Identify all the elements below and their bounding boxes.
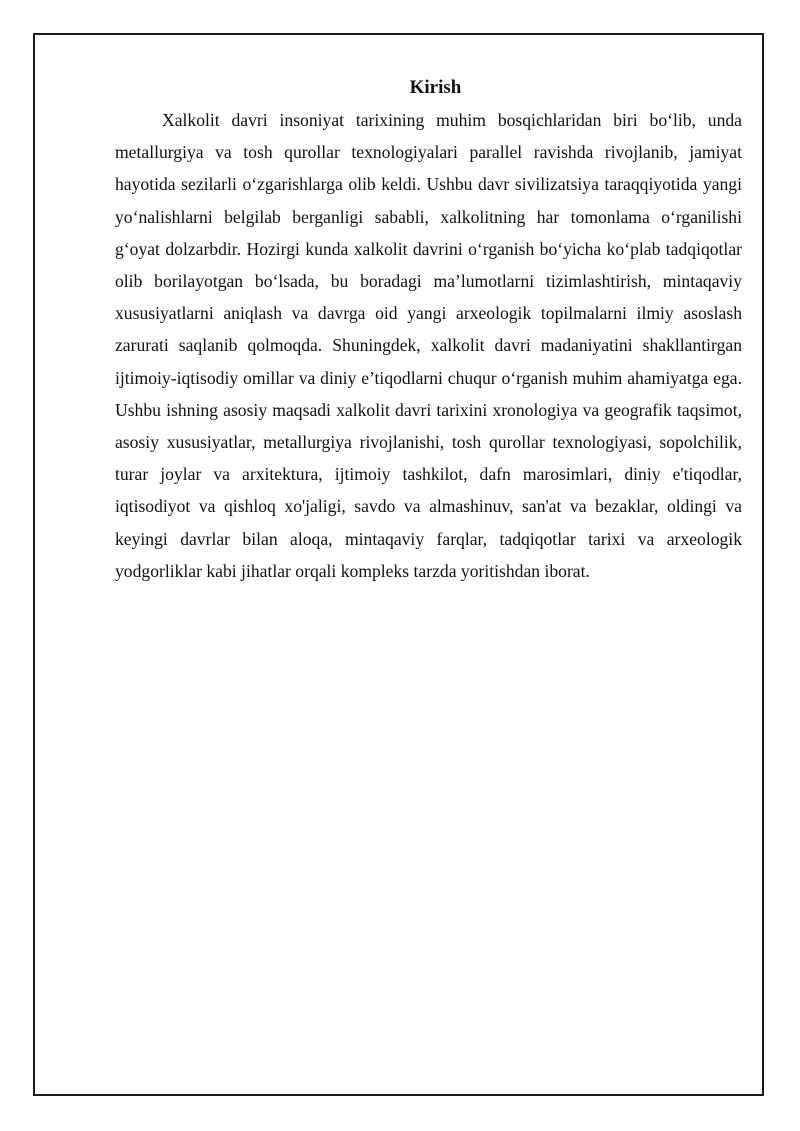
intro-paragraph: Xalkolit davri insoniyat tarixining muhim bosqichlaridan biri bo‘lib, unda metallurgiya va tosh qurollar texnologiyalari parallel ravishda rivojlanib, jamiyat hayotida sezilarli o‘zgarishlarga olib keldi. Ushbu davr sivilizatsiya taraqqiyotida yangi yo‘nalishlarni belgilab berganligi sababli, xalkolitning har tomonlama o‘rganilishi g‘oyat dolzarbdir. Hozirgi kunda xalkolit davrini o‘rganish bo‘yicha ko‘plab tadqiqotlar olib borilayotgan bo‘lsada, bu boradagi ma’lumotlarni tizimlashtirish, mintaqaviy xususiyatlarni aniqlash va davrga oid yangi arxeologik topilmalarni ilmiy asoslash zarurati saqlanib qolmoqda. Shuningdek, xalkolit davri madaniyatini shakllantirgan ijtimoiy-iqtisodiy omillar va diniy e’tiqodlarni chuqur o‘rganish muhim ahamiyatga ega. Ushbu ishning asosiy maqsadi xalkolit davri tarixini xronologiya va geografik taqsimot, asosiy xususiyatlar, metallurgiya rivojlanishi, tosh qurollar texnologiyasi, sopolchilik, turar joylar va arxitektura, ijtimoiy tashkilot, dafn marosimlari, diniy e'tiqodlar, iqtisodiyot va qishloq xo'jaligi, savdo va almashinuv, san'at va bezaklar, oldingi va keyingi davrlar bilan aloqa, mintaqaviy farqlar, tadqiqotlar tarixi va arxeologik yodgorliklar kabi jihatlar orqali kompleks tarzda yoritishdan iborat. bbox=[115, 110, 742, 581]
document-body bbox=[115, 72, 742, 587]
section-heading: Kirish bbox=[409, 77, 462, 98]
